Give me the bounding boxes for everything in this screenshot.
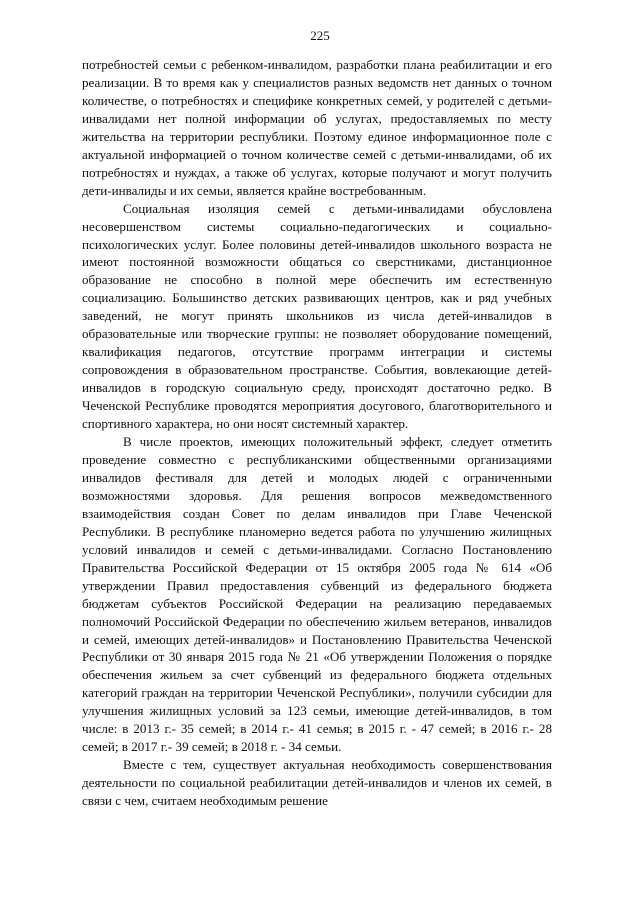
paragraph-conclusion: Вместе с тем, существует актуальная необходимость совершенствования деятельности по социальной реабилитации детей-инвалидов и членов их семей, в связи с чем, считаем необходимым решение (82, 757, 552, 809)
paragraph-continuation: потребностей семьи с ребенком-инвалидом, разработки плана реабилитации и его реализации. В то время как у специалистов разных ведомств нет данных о точном количестве, о потребностях и специфике конкретных семей, у родителей с детьми-инвалидами нет полной информации об услугах, предоставляемых по месту жительства на территории республики. Поэтому единое информационное поле с актуальной информацией о точном количестве семей с детьми-инвалидами, об их потребностях и нуждах, а также об услугах, которые получают и могут получить дети-инвалиды и их семьи, является крайне востребованным. (82, 57, 552, 198)
page-number: 225 (310, 28, 330, 43)
body-text (82, 56, 552, 810)
paragraph-projects: В числе проектов, имеющих положительный эффект, следует отметить проведение совместно с республиканскими общественными организациями инвалидов фестиваля для детей и молодых людей с ограниченными возможностями здоровья. Для решения вопросов межведомственного взаимодействия создан Совет по делам инвалидов при Главе Чеченской Республики. В республике планомерно ведется работа по улучшению жилищных условий инвалидов и семей с детьми-инвалидами. Согласно Постановлению Правительства Российской Федерации от 15 октября 2005 года № 614 «Об утверждении Правил предоставления субвенций из федерального бюджета бюджетам субъектов Российской Федерации на реализацию передаваемых полномочий Российской Федерации по обеспечению жильем ветеранов, инвалидов и семей, имеющих детей-инвалидов» и Постановлению Правительства Чеченской Республики от 30 января 2015 года № 21 «Об утверждении Положения о порядке обеспечения жильем за счет субвенций из федерального бюджета отдельных категорий граждан на территории Чеченской Республики», получили субсидии для улучшения жилищных условий за 123 семьи, имеющие детей-инвалидов, в том числе: в 2013 г.- 35 семей; в 2014 г.- 41 семья; в 2015 г. - 47 семей; в 2016 г.- 28 семей; в 2017 г.- 39 семей; в 2018 г. - 34 семьи. (82, 434, 552, 755)
paragraph-social-isolation: Социальная изоляция семей с детьми-инвалидами обусловлена несовершенством системы социально-педагогических и социально-психологических услуг. Более половины детей-инвалидов школьного возраста не имеют постоянной возможности общаться со сверстниками, дистанционное образование не способно в полной мере обеспечить им естественную социализацию. Большинство детских развивающих центров, как и ряд учебных заведений, не могут принять школьников из числа детей-инвалидов в образовательные или творческие группы: не позволяет оборудование помещений, квалификация педагогов, отсутствие программ интеграции и системы сопровождения в образовательном пространстве. События, вовлекающие детей-инвалидов в городскую социальную среду, происходят достаточно редко. В Чеченской Республике проводятся мероприятия досугового, благотворительного и спортивного характера, но они носят системный характер. (82, 200, 552, 432)
